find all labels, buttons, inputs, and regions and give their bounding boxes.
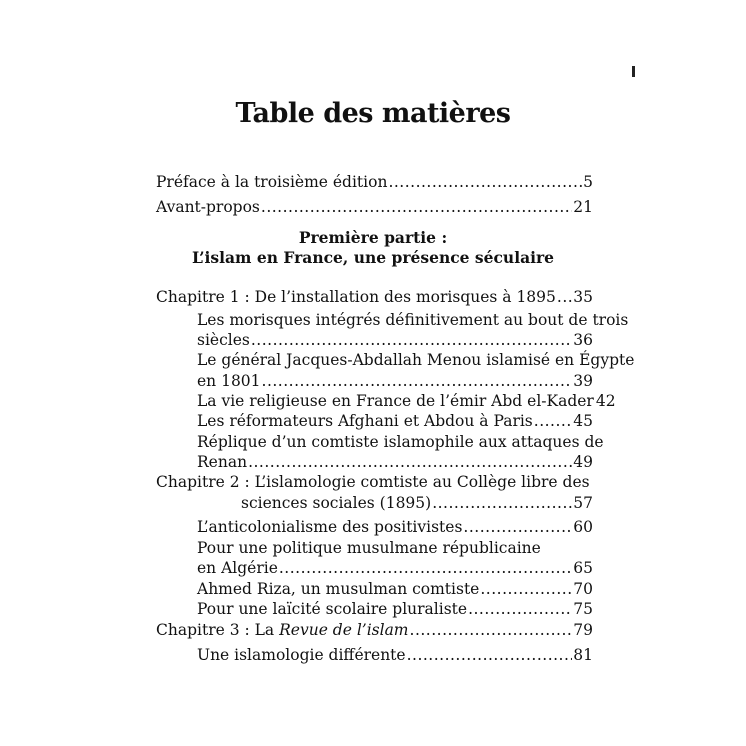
toc-page-number: 5 <box>583 173 593 191</box>
toc-entry-label: sciences sociales (1895) <box>241 494 432 512</box>
dot-leader <box>261 197 572 218</box>
dot-leader <box>251 330 572 351</box>
dot-leader <box>279 558 572 579</box>
toc-entry-label: L’anticolonialisme des positivistes <box>197 518 463 536</box>
toc-page-number: 35 <box>573 288 593 306</box>
toc-page-number: 75 <box>573 600 593 618</box>
toc-page-number: 57 <box>573 494 593 512</box>
toc-page-number: 60 <box>573 518 593 536</box>
dot-leader <box>468 599 572 620</box>
toc-entry-label: Avant-propos <box>156 198 260 216</box>
part-heading: Première partie : <box>298 228 448 247</box>
toc-page-number: 70 <box>573 580 593 598</box>
dot-leader <box>534 411 573 432</box>
toc-page-number: 36 <box>573 331 593 349</box>
toc-page-number: 45 <box>573 412 593 430</box>
toc-chapter-2[interactable] <box>241 493 593 514</box>
toc-section-islamologie[interactable] <box>197 645 593 666</box>
part-subtitle: L’islam en France, une présence séculaire <box>191 248 555 267</box>
toc-entry-preface[interactable] <box>156 172 593 193</box>
toc-chapter-2-label[interactable]: Chapitre 2 : L’islamologie comtiste au Collège libre des <box>156 473 590 491</box>
toc-section-ahmed-riza[interactable] <box>197 579 593 600</box>
toc-section-replique[interactable] <box>197 452 593 473</box>
dot-leader <box>432 493 572 514</box>
toc-page-number: 21 <box>573 198 593 216</box>
toc-section-anticolonialisme[interactable] <box>197 517 593 538</box>
toc-page-number: 49 <box>573 453 593 471</box>
toc-entry-label: Pour une laïcité scolaire pluraliste <box>197 600 468 618</box>
toc-entry-label: en 1801 <box>197 372 261 390</box>
dot-leader <box>388 172 582 193</box>
toc-section-laicite[interactable] <box>197 599 593 620</box>
toc-section-algerie[interactable] <box>197 558 593 579</box>
toc-entry-avant-propos[interactable] <box>156 197 593 218</box>
toc-page-number: 42 <box>595 392 616 410</box>
toc-section-abd-el-kader[interactable] <box>197 391 616 412</box>
chapter-italic-title: Revue de l’islam <box>279 621 409 639</box>
toc-page-number: 39 <box>573 372 593 390</box>
toc-entry-label: Les réformateurs Afghani et Abdou à Paris <box>197 412 533 430</box>
dot-leader <box>463 517 572 538</box>
dot-leader <box>410 620 573 641</box>
dot-leader <box>407 645 573 666</box>
dot-leader <box>480 579 572 600</box>
toc-entry-label: siècles <box>197 331 250 349</box>
toc-entry-label: La vie religieuse en France de l’émir Abd el-Kader <box>197 392 594 410</box>
dot-leader <box>557 287 572 308</box>
toc-chapter-3[interactable] <box>156 620 593 641</box>
toc-section-morisques[interactable] <box>197 330 593 351</box>
toc-section-label[interactable]: Les morisques intégrés définitivement au bout de trois <box>197 311 629 329</box>
page-edge-mark <box>632 66 635 77</box>
toc-chapter-1[interactable] <box>156 287 593 308</box>
toc-section-label[interactable]: Pour une politique musulmane républicaine <box>197 539 541 557</box>
chapter-prefix: Chapitre 3 : La <box>156 621 280 639</box>
toc-entry-label: Renan <box>197 453 248 471</box>
toc-section-label[interactable]: Réplique d’un comtiste islamophile aux attaques de <box>197 433 604 451</box>
toc-entry-label <box>156 620 409 641</box>
dot-leader <box>262 371 573 392</box>
toc-entry-label: en Algérie <box>197 559 278 577</box>
toc-entry-label: Une islamologie différente <box>197 646 406 664</box>
toc-page-number: 65 <box>573 559 593 577</box>
toc-entry-label: Préface à la troisième édition <box>156 173 388 191</box>
toc-entry-label: Ahmed Riza, un musulman comtiste <box>197 580 480 598</box>
toc-page-number: 81 <box>573 646 593 664</box>
page-title: Table des matières <box>235 98 511 129</box>
toc-page-number: 79 <box>573 621 593 639</box>
dot-leader <box>248 452 572 473</box>
toc-section-label[interactable]: Le général Jacques-Abdallah Menou islamisé en Égypte <box>197 351 635 369</box>
toc-entry-label: Chapitre 1 : De l’installation des morisques à 1895 <box>156 288 556 306</box>
toc-section-menou[interactable] <box>197 371 593 392</box>
toc-section-reformateurs[interactable] <box>197 411 593 432</box>
